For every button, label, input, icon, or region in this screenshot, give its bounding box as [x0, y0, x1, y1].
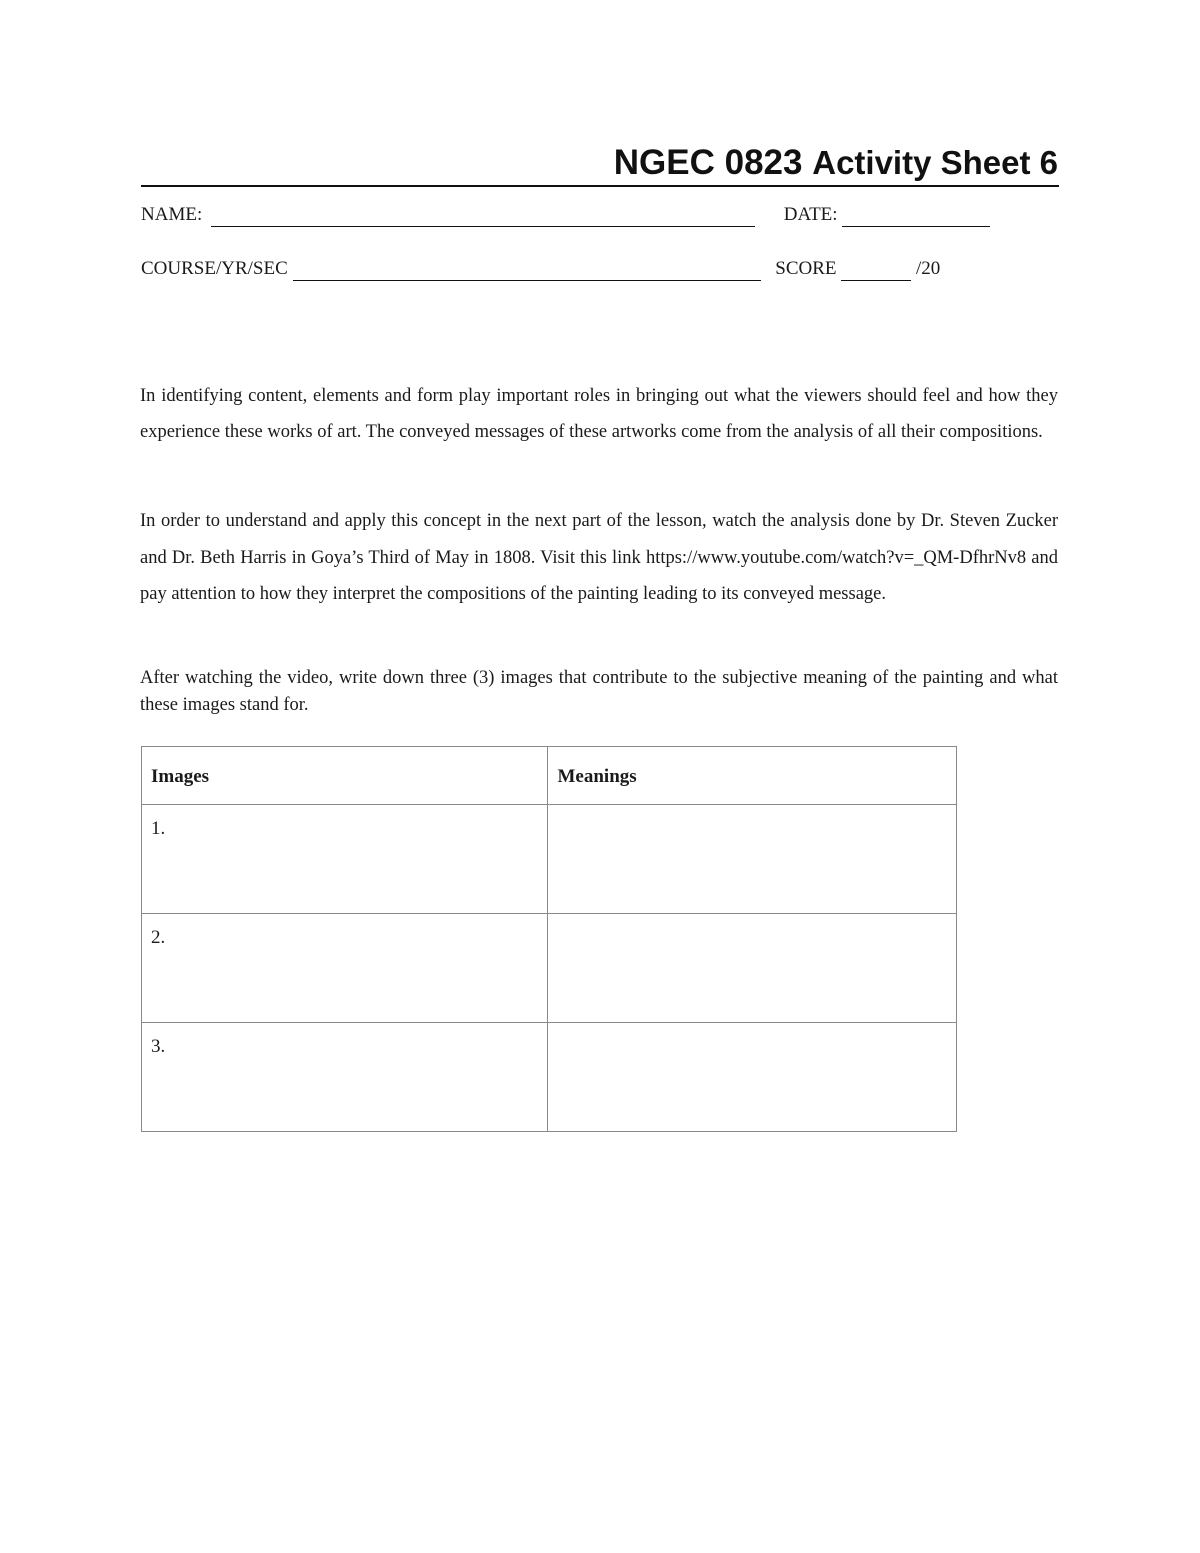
date-label: DATE:: [783, 204, 838, 225]
table-row: [142, 914, 957, 1023]
course-score-row: [141, 257, 940, 281]
meaning-cell[interactable]: [548, 805, 957, 914]
images-meanings-table: [141, 746, 957, 1132]
course-code: NGEC 0823: [613, 143, 803, 182]
table-row: [142, 805, 957, 914]
name-label: NAME:: [141, 204, 203, 225]
activity-sheet-title: [141, 140, 1058, 186]
date-field[interactable]: [842, 208, 990, 227]
table-header-row: [142, 747, 957, 805]
instruction-paragraph-1: In identifying content, elements and form play important roles in bringing out what the viewers should feel and how they experience these works of art. The conveyed messages of these artworks come from the analysis of all their compositions.: [140, 386, 1058, 442]
image-cell[interactable]: 1.: [142, 805, 548, 914]
score-label: SCORE: [775, 258, 837, 279]
name-field[interactable]: [211, 208, 755, 227]
course-field[interactable]: [293, 262, 761, 281]
meanings-column-header: Meanings: [548, 747, 957, 805]
title-divider: [141, 185, 1059, 187]
course-label: COURSE/YR/SEC: [141, 258, 288, 279]
instruction-paragraph-2: In order to understand and apply this concept in the next part of the lesson, watch the analysis done by Dr. Steven Zucker and Dr. Beth Harris in Goya’s Third of May in 1808. Visit this link https://www.youtube.com/watch?v=_QM-DfhrNv8 and pay attention to how they interpret the compositions of the painting leading to its conveyed message.: [140, 511, 1058, 604]
score-total: /20: [916, 258, 941, 279]
score-field[interactable]: [841, 262, 911, 281]
sheet-name: Activity Sheet 6: [812, 144, 1058, 181]
name-date-row: [141, 203, 990, 227]
meaning-cell[interactable]: [548, 1023, 957, 1132]
images-column-header: Images: [142, 747, 548, 805]
image-cell[interactable]: 3.: [142, 1023, 548, 1132]
image-cell[interactable]: 2.: [142, 914, 548, 1023]
table-row: [142, 1023, 957, 1132]
meaning-cell[interactable]: [548, 914, 957, 1023]
instruction-paragraph-3: After watching the video, write down three (3) images that contribute to the subjective meaning of the painting and what these images stand for.: [140, 668, 1058, 715]
